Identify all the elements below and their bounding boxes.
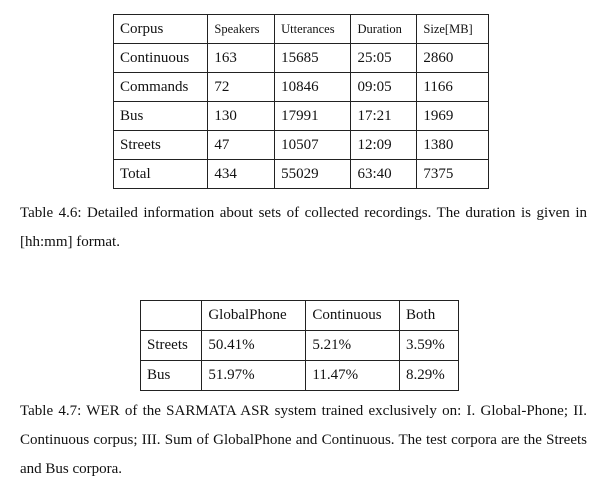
- table-cell: 8.29%: [400, 361, 459, 391]
- table-cell: 163: [208, 44, 275, 73]
- table-cell: 7375: [417, 160, 489, 189]
- table-row: [114, 131, 489, 160]
- table-cell: Commands: [114, 73, 208, 102]
- column-header-corpus: Corpus: [114, 15, 208, 44]
- table-header-row: [141, 301, 459, 331]
- table-cell: 50.41%: [202, 331, 306, 361]
- table-header-row: [114, 15, 489, 44]
- column-header-empty: [141, 301, 202, 331]
- table-cell: Bus: [141, 361, 202, 391]
- table-cell: Total: [114, 160, 208, 189]
- table-cell: 15685: [275, 44, 351, 73]
- table-row: [114, 73, 489, 102]
- table-cell: 11.47%: [306, 361, 400, 391]
- table-cell: 09:05: [351, 73, 417, 102]
- table-row: [114, 102, 489, 131]
- table-cell: 1380: [417, 131, 489, 160]
- table-4-6-caption: Table 4.6: Detailed information about sets of collected recordings. The duration is given in [hh:mm] format.: [20, 205, 587, 250]
- table-cell: 10507: [275, 131, 351, 160]
- table-cell: 17:21: [351, 102, 417, 131]
- table-row-total: [114, 160, 489, 189]
- column-header-size: Size[MB]: [417, 15, 489, 44]
- wer-table: [140, 300, 459, 391]
- table-cell: 55029: [275, 160, 351, 189]
- table-cell: 10846: [275, 73, 351, 102]
- table-cell: 12:09: [351, 131, 417, 160]
- table-cell: 3.59%: [400, 331, 459, 361]
- table-4-7-caption: Table 4.7: WER of the SARMATA ASR system trained exclusively on: I. Global-Phone; II. Continuous corpus; III. Sum of GlobalPhone and Continuous. The test corpora are the Streets and Bus corpora.: [20, 403, 587, 477]
- table-cell: 47: [208, 131, 275, 160]
- table-cell: Bus: [114, 102, 208, 131]
- column-header-globalphone: GlobalPhone: [202, 301, 306, 331]
- column-header-continuous: Continuous: [306, 301, 400, 331]
- table-cell: 17991: [275, 102, 351, 131]
- table-cell: 130: [208, 102, 275, 131]
- column-header-utterances: Utterances: [275, 15, 351, 44]
- column-header-duration: Duration: [351, 15, 417, 44]
- table-cell: 63:40: [351, 160, 417, 189]
- column-header-speakers: Speakers: [208, 15, 275, 44]
- table-cell: 2860: [417, 44, 489, 73]
- table-cell: Streets: [114, 131, 208, 160]
- table-cell: 1969: [417, 102, 489, 131]
- table-cell: 72: [208, 73, 275, 102]
- column-header-both: Both: [400, 301, 459, 331]
- table-cell: 5.21%: [306, 331, 400, 361]
- table-cell: 1166: [417, 73, 489, 102]
- recordings-table: [113, 14, 489, 189]
- table-row: [114, 44, 489, 73]
- table-cell: Streets: [141, 331, 202, 361]
- table-cell: 51.97%: [202, 361, 306, 391]
- table-cell: Continuous: [114, 44, 208, 73]
- table-cell: 434: [208, 160, 275, 189]
- table-row: [141, 331, 459, 361]
- table-cell: 25:05: [351, 44, 417, 73]
- table-row: [141, 361, 459, 391]
